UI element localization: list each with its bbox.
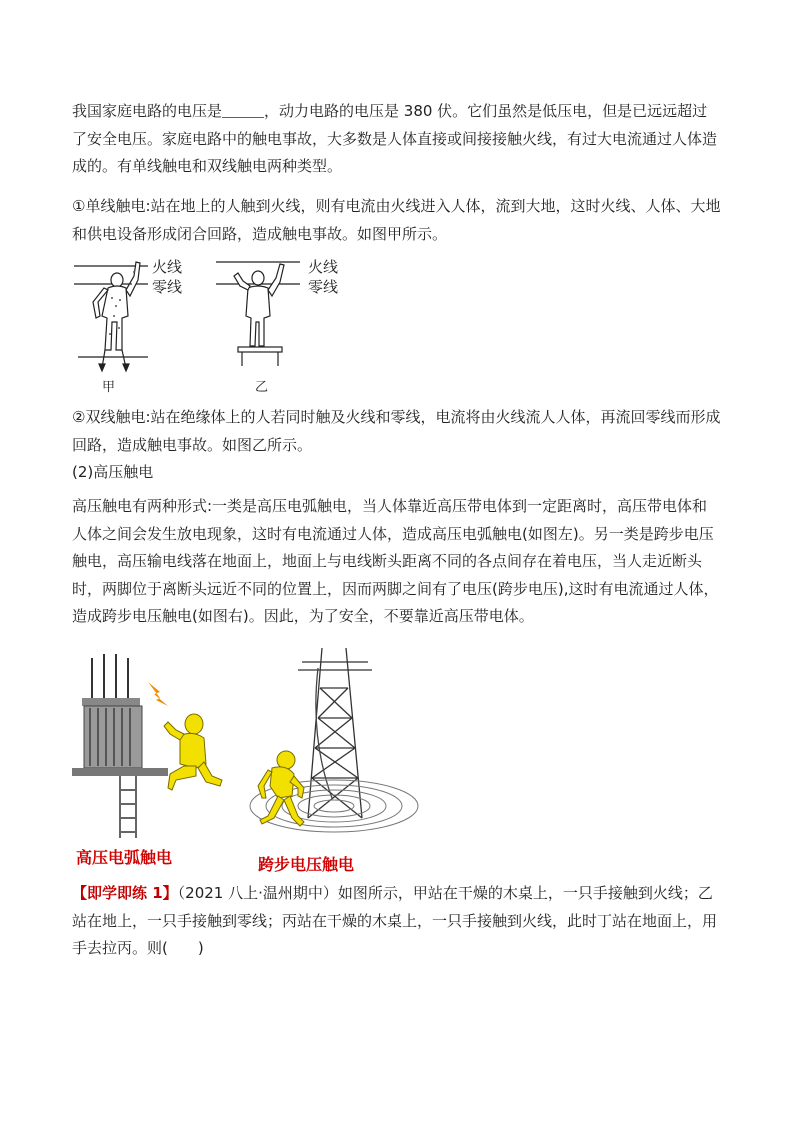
figure-label-b: 乙 — [255, 380, 269, 395]
paragraph-double-line-shock: ②双线触电:站在绝缘体上的人若同时触及火线和零线，电流将由火线流人人体，再流回零线而形成回路，造成触电事故。如图乙所示。 — [72, 408, 721, 454]
paragraph-single-line-shock: ①单线触电:站在地上的人触到火线，则有电流由火线进入人体，流到大地，这时火线、人体、大地和供电设备形成闭合回路，造成触电事故。如图甲所示。 — [72, 197, 721, 243]
text-segment: ，动力电路的电压是 380 伏。它们虽然是低压电，但是已远远超过了安全电压。家庭电路中的触电事故，大多数是人体直接或间接接触火线，有过大电流通过人体造成的。有单线触电和双线触电两种类型。 — [72, 102, 718, 175]
section-heading-high-voltage: (2)高压触电 — [72, 463, 154, 481]
exercise-tag: 【即学即练 1】 — [72, 884, 178, 902]
paragraph-high-voltage: 高压触电有两种形式:一类是高压电弧触电，当人体靠近高压带电体到一定距离时，高压带电体和人体之间会发生放电现象，这时有电流通过人体，造成高压电弧触电(如图左)。另一类是跨步电压触电，高压输电线落在地面上，地面上与电线断头距离不同的各点间存在着电压，当人走近断头时，两脚位于离断头远近不同的位置上，因而两脚之间有了电压(跨步电压),这时有电流通过人体，造成跨步电压触电(如图右)。因此，为了安全，不要靠近高压带电体。 — [72, 497, 719, 625]
paragraph-exercise — [72, 880, 722, 963]
neutral-wire-label-a: 零线 — [152, 278, 183, 296]
figure-high-voltage — [72, 648, 408, 838]
answer-blank[interactable] — [222, 100, 264, 118]
transformer-illustration — [72, 654, 168, 838]
live-wire-label-a: 火线 — [152, 258, 183, 276]
text-segment: 我国家庭电路的电压是 — [72, 102, 223, 120]
spark-icon — [148, 682, 168, 706]
figure-label-a: 甲 — [102, 380, 116, 395]
caption-step-voltage: 跨步电压触电 — [258, 855, 355, 874]
person-arc-shock — [164, 714, 222, 790]
exercise-text: （2021 八上·温州期中）如图所示，甲站在干燥的木桌上，一只手接触到火线；乙站在地上，一只手接触到零线；丙站在干燥的木桌上，一只手接触到火线，此时丁站在地面上，用手去拉丙。则( ) — [72, 884, 718, 957]
person-figure-b — [234, 264, 284, 366]
caption-arc-shock: 高压电弧触电 — [76, 848, 173, 867]
paragraph-household-voltage — [72, 98, 722, 181]
neutral-wire-label-b: 零线 — [308, 278, 339, 296]
live-wire-label-b: 火线 — [308, 258, 339, 276]
